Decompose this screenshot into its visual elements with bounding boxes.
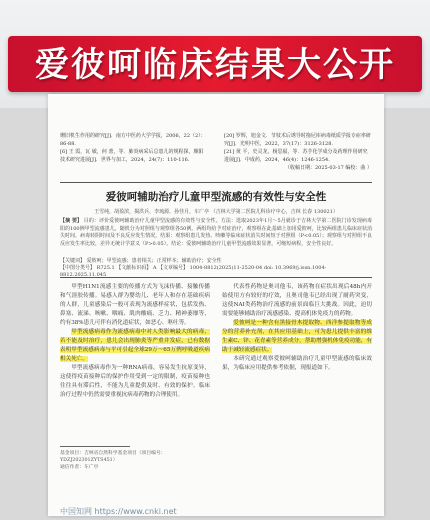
section-divider [60,182,372,183]
body-paragraph: 代表性药物是奥司他韦，该药物在症状出现后48h内开始使用方有较好的疗效，且奥司他韦已经出现了耐药突变，这使NAI类药物治疗流感的前景面临巨大挑战。因此，迫切需要能够辅助治疗流感感染、提高机体免疫力的药物。 [222,284,372,317]
body-paragraph: 甲型H1N1流感主要的传播方式为飞沫传播、接触传播和气溶胶传播。易感人群为婴幼儿、老年人和存在基础疾病的人群，儿童感染后一般可表现为流感样症状，包括发热、鼻塞、流涕、咳嗽、咽痛、肌肉酸痛、乏力、精神萎靡等，约有38%患儿可伴有消化道症状，如恶心、呕吐等。 [60,284,210,326]
body-paragraph: 甲型流感病毒作为一种RNA病毒，容易发生抗原变异，这使得疫苗接种后的保护作用受到一定的限制，疫苗接种也往往具有滞后性，不能为儿童提供及时、有效的保护。临床治疗过程中仍然需要重视抗病毒药物的合理使用。 [60,365,210,398]
reference-item: [21] 黄 平，史灵龙，杨思福，等．苏芋化学成分及药理作用研究进展[J]．中成药，2024，46(4)：1246-1254. [224,149,368,163]
classification-line: 【中图分类号】 R725.1 【文献标识码】 A 【文章编号】 1004-8812(2025)11-2520-04 doi: 10.3969/j.issn.1004-8812.2025.11.045 [60,265,327,278]
reference-column-right [224,132,372,172]
abstract [60,218,372,248]
received-date: （收稿日期：2025-03-17 编校：曲 ） [284,165,372,171]
footnote: 基金项目：吉林省自然科学基金项目（项目编号：YDZJ202301ZYTS451） 通信作者：车广亭 [60,451,166,470]
cnki-watermark: 中国知网 https://www.cnki.net [60,507,177,516]
article-title: 爱彼呵辅助治疗儿童甲型流感的有效性与安全性 [105,191,327,203]
keywords: 【关键词】 爱彼呵；甲型流感；患者相关；正常样本；辅助治疗；安全性 [60,258,222,264]
abstract-label: 【摘 要】 [60,218,83,224]
reference-item: [6] 王 霞，瓦 敏，何 蕾，等．肺炎病采后总患儿的规程探，颇阳技术研究进展[J]．世界与加工，2024，24(7)：110-116. [60,149,204,163]
body-paragraph-highlighted [60,328,210,364]
body-paragraph: 本研究通过观察爱彼呵辅助治疗儿童甲型流感的临床效果，为临床应用提供参考依据，现报道如下。 [222,356,372,371]
banner [0,0,430,108]
keywords-block [60,258,372,279]
body-column-left [60,283,210,400]
reference-item: [20] 罗辉，旭金文．节枝术后诱导时拖尼库病毒纸质学报专症率研究[J]．光明中医，2022，37(17)：3126-3128. [224,133,371,147]
reference-column-left [60,132,208,164]
footnote-divider [60,446,130,447]
body-column-right [222,283,372,373]
journal-page [48,94,384,516]
highlighted-text: 甲型流感病毒作为流感病毒中对人类影响最大的病毒，若不能及时治疗，患儿会出现肺炎等严重并发症，已有数据表明甲型流感病毒与平可引起全球29万～65万例呼吸道疾病相关死亡。 [60,329,210,362]
banner-title: 爱彼呵临床结果大公开 [35,45,395,85]
article-authors: 王雪纯，胡盈滨，揭洪兵，李琉源，孙佳月，车广亭 （吉林大学第二医院儿科诊疗中心，吉林 长春 130021） [94,209,338,215]
body-divider [60,277,372,278]
abstract-text: 目的：评价爱彼呵辅助治疗儿童甲型流感的有效性与安全性。方法：选取2023年1月～5月就诊于吉林大学第二医院门诊发现病毒阳的100例甲型流感患儿，随机分为对照组与观察组各50例。两组均给予对症治疗，观察组在此基础上加用爱彼呵，比较两组患儿临床症状消失时间、病毒转阴时间及不良反应发生情况。结果：观察组患儿发热、咳嗽等临床症状消失时间短于对照组（P<0.05）；观察组与对照组不良反应发生率比较，差异无统计学意义（P>0.05）。结论：爱彼呵辅助治疗儿童甲型流感效果显著，可缩短病程，安全性良好。 [60,218,373,247]
reference-item: 珊旧机生作用的研究[J]．南方中医药大学学报，2006，22（2）：86-88. [60,133,206,147]
body-paragraph-highlighted [222,319,372,355]
highlighted-text: 爱彼呵是一种含有黑接骨木提取物、西洋参提取物等成分的营养补充剂，在其应用基础上，可为患儿提供丰富的维生素C、锌、花青素等营养成分，帮助增强机体免疫功能，有助于减轻流感症状。 [222,320,372,353]
